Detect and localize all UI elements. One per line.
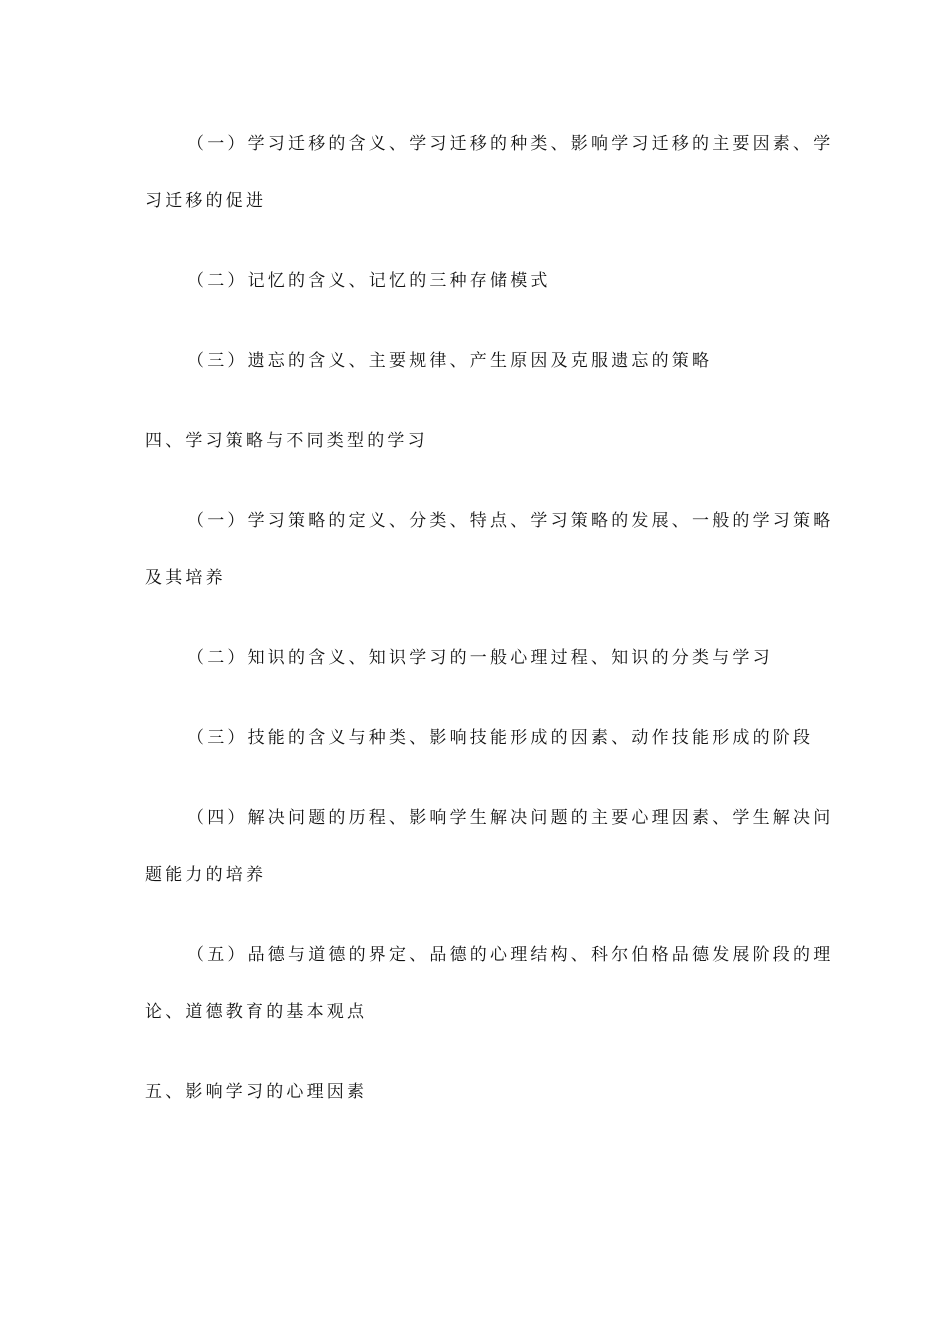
paragraph-problem-solving-line-1: （四）解决问题的历程、影响学生解决问题的主要心理因素、学生解决问 xyxy=(187,808,834,828)
paragraph-strategy-line-1: （一）学习策略的定义、分类、特点、学习策略的发展、一般的学习策略 xyxy=(187,511,834,531)
paragraph-morality-line-1: （五）品德与道德的界定、品德的心理结构、科尔伯格品德发展阶段的理 xyxy=(187,945,834,965)
paragraph-memory: （二）记忆的含义、记忆的三种存储模式 xyxy=(187,271,551,291)
paragraph-strategy-line-2: 及其培养 xyxy=(145,568,226,588)
paragraph-transfer-line-1: （一）学习迁移的含义、学习迁移的种类、影响学习迁移的主要因素、学 xyxy=(187,134,834,154)
section-heading-four: 四、学习策略与不同类型的学习 xyxy=(145,431,428,451)
paragraph-transfer-line-2: 习迁移的促进 xyxy=(145,191,267,211)
paragraph-skills: （三）技能的含义与种类、影响技能形成的因素、动作技能形成的阶段 xyxy=(187,728,814,748)
paragraph-problem-solving-line-2: 题能力的培养 xyxy=(145,865,267,885)
paragraph-morality-line-2: 论、道德教育的基本观点 xyxy=(145,1002,368,1022)
paragraph-forgetting: （三）遗忘的含义、主要规律、产生原因及克服遗忘的策略 xyxy=(187,351,713,371)
paragraph-knowledge: （二）知识的含义、知识学习的一般心理过程、知识的分类与学习 xyxy=(187,648,773,668)
section-heading-five: 五、影响学习的心理因素 xyxy=(145,1082,368,1102)
